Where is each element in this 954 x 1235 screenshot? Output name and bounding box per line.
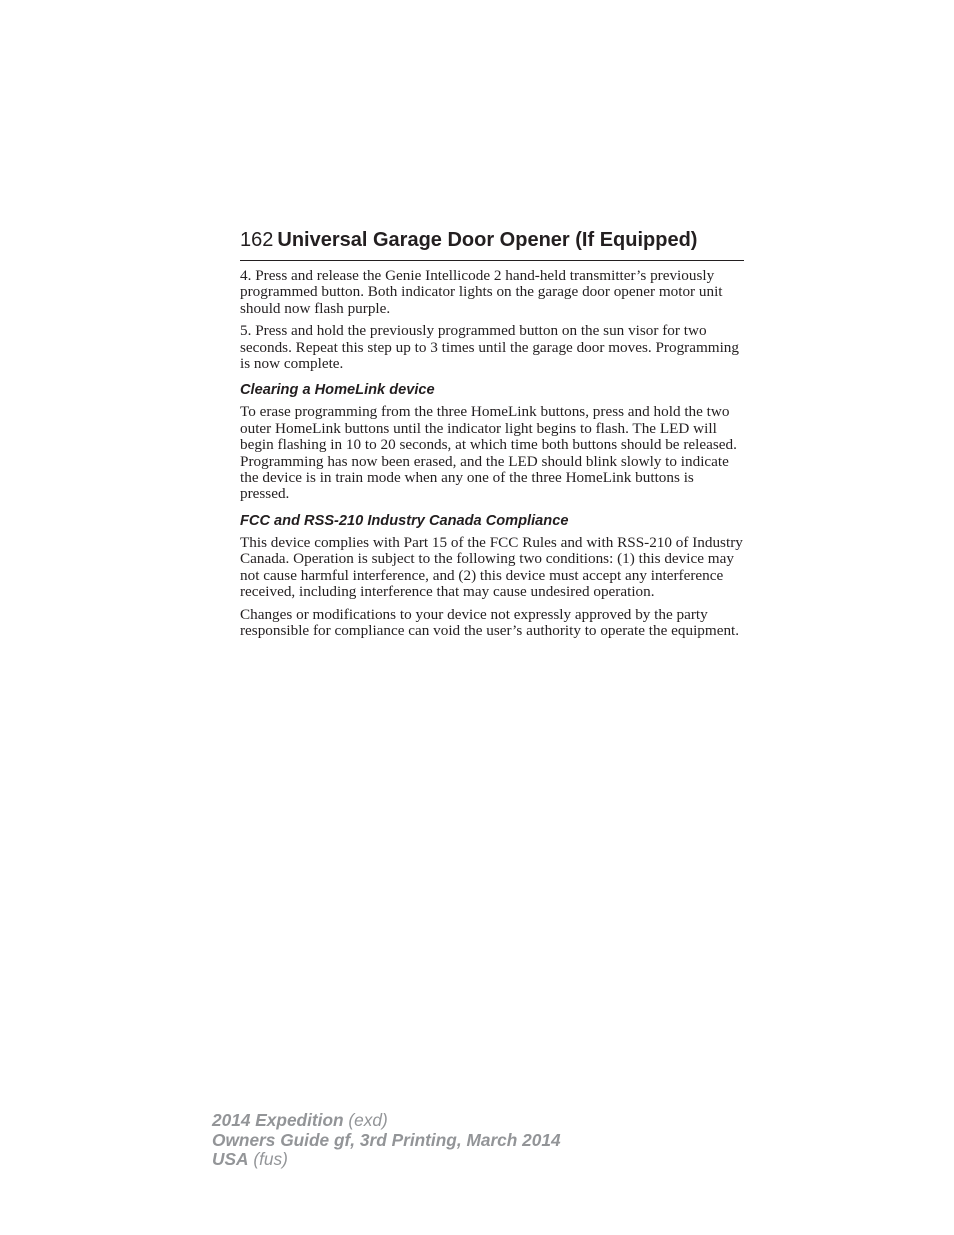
clearing-homelink-heading: Clearing a HomeLink device bbox=[240, 382, 435, 399]
footer-model-line bbox=[212, 1111, 561, 1131]
footer-region-code: (fus) bbox=[253, 1149, 288, 1169]
page-header bbox=[240, 229, 744, 261]
fcc-compliance-heading: FCC and RSS-210 Industry Canada Compliance bbox=[240, 512, 569, 529]
page-number: 162 bbox=[240, 229, 274, 251]
fcc-compliance-paragraph: This device complies with Part 15 of the FCC Rules and with RSS-210 of Industry Canada. Operation is subject to the following two conditions: (1) this device may not cause harmful interference, and (2) this device must accept any interference received, including interference that may cause undesired operation. bbox=[240, 533, 743, 601]
changes-paragraph: Changes or modifications to your device not expressly approved by the party responsible for compliance can void the user’s authority to operate the equipment. bbox=[240, 605, 740, 639]
footer-model: 2014 Expedition bbox=[212, 1110, 344, 1130]
clearing-homelink-paragraph: To erase programming from the three HomeLink buttons, press and hold the two outer HomeLink buttons until the indicator light begins to flash. The LED will begin flashing in 10 to 20 seconds, at which time both buttons should be released. Programming has now been erased, and the LED should blink slowly to indicate the device is in train mode when any one of the three HomeLink buttons is pressed. bbox=[240, 403, 737, 503]
step-5-paragraph: 5. Press and hold the previously programmed button on the sun visor for two seconds. Repeat this step up to 3 times until the garage door moves. Programming is now complete. bbox=[240, 322, 739, 373]
footer-model-code: (exd) bbox=[348, 1110, 388, 1130]
footer-region-line bbox=[212, 1150, 561, 1170]
footer-guide-line: Owners Guide gf, 3rd Printing, March 2014 bbox=[212, 1129, 561, 1150]
page-footer bbox=[212, 1111, 561, 1170]
footer-region: USA bbox=[212, 1149, 249, 1169]
step-4-paragraph: 4. Press and release the Genie Intellicode 2 hand-held transmitter’s previously programmed button. Both indicator lights on the garage door opener motor unit should now flash purple. bbox=[240, 267, 723, 317]
page-title: Universal Garage Door Opener (If Equipped) bbox=[277, 229, 698, 251]
page-content bbox=[240, 268, 744, 645]
